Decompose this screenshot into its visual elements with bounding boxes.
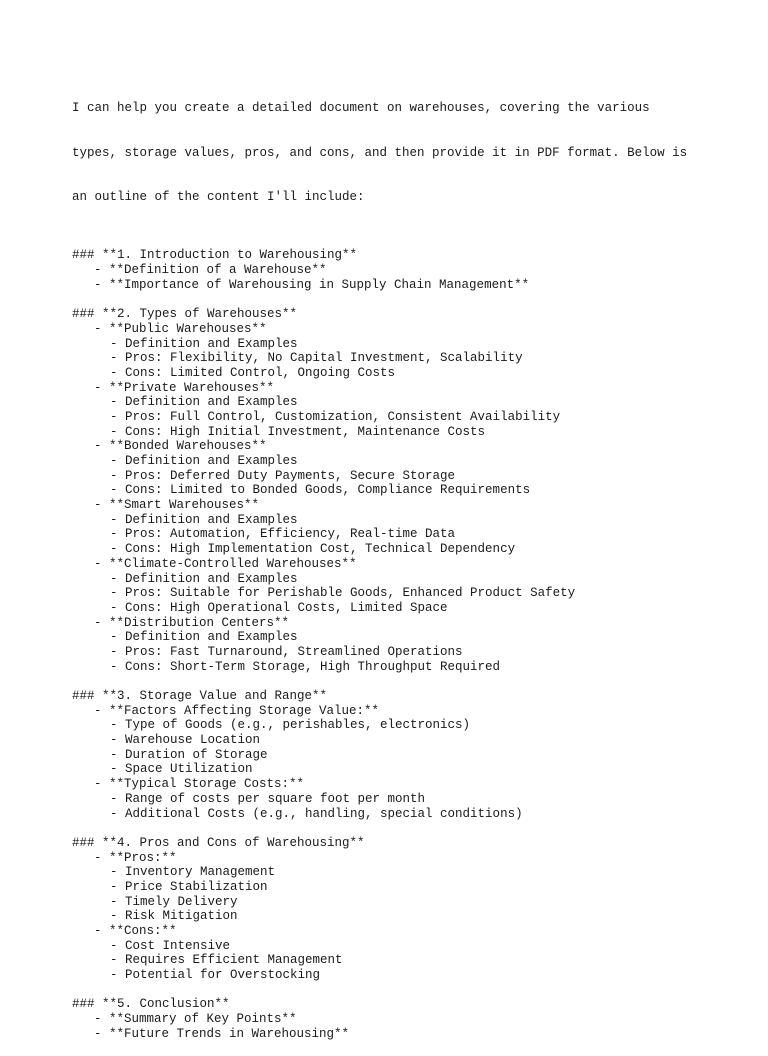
- outline-section: [72, 997, 732, 1041]
- outline-section: [72, 248, 732, 292]
- outline-subitem: - Additional Costs (e.g., handling, special conditions): [110, 806, 523, 821]
- outline-subitem: - Definition and Examples: [110, 454, 298, 468]
- outline-section: [72, 836, 732, 983]
- outline-subitem: - Type of Goods (e.g., perishables, electronics): [110, 718, 471, 733]
- section-heading: ### **5. Conclusion**: [72, 997, 230, 1012]
- outline-item: - **Definition of a Warehouse**: [94, 263, 327, 278]
- outline-subitem: - Pros: Deferred Duty Payments, Secure Storage: [110, 468, 456, 483]
- outline-section: [72, 307, 732, 674]
- outline-subitem: - Pros: Full Control, Customization, Consistent Availability: [110, 409, 561, 424]
- outline-subitem: - Duration of Storage: [110, 747, 268, 762]
- intro-line: I can help you create a detailed document on warehouses, covering the various: [72, 101, 650, 116]
- section-heading: ### **3. Storage Value and Range**: [72, 689, 328, 703]
- intro-line: types, storage values, pros, and cons, and then provide it in PDF format. Below is: [72, 145, 688, 160]
- outline-subitem: - Timely Delivery: [110, 894, 238, 909]
- intro-paragraph: [72, 72, 732, 234]
- outline-subitem: - Space Utilization: [110, 762, 253, 777]
- outline-item: - **Typical Storage Costs:**: [94, 777, 305, 792]
- outline-item: - **Distribution Centers**: [94, 615, 290, 630]
- outline-subitem: - Definition and Examples: [110, 512, 298, 527]
- outline-subitem: - Warehouse Location: [110, 733, 261, 748]
- outline-item: - **Smart Warehouses**: [94, 498, 260, 513]
- outline-subitem: - Pros: Automation, Efficiency, Real-time Data: [110, 527, 456, 542]
- outline-item: - **Climate-Controlled Warehouses**: [94, 556, 357, 571]
- outline-subitem: - Definition and Examples: [110, 630, 298, 645]
- outline-subitem: - Inventory Management: [110, 865, 276, 880]
- outline-subitem: - Cons: Limited Control, Ongoing Costs: [110, 365, 396, 380]
- outline-subitem: - Pros: Suitable for Perishable Goods, Enhanced Product Safety: [110, 586, 576, 601]
- outline-subitem: - Pros: Flexibility, No Capital Investment, Scalability: [110, 351, 523, 366]
- outline-item: - **Public Warehouses**: [94, 321, 267, 336]
- outline-subitem: - Requires Efficient Management: [110, 953, 343, 968]
- outline-subitem: - Cons: High Implementation Cost, Technical Dependency: [110, 542, 516, 557]
- outline-item: - **Summary of Key Points**: [94, 1012, 297, 1027]
- section-heading: ### **2. Types of Warehouses**: [72, 307, 298, 322]
- outline-item: - **Factors Affecting Storage Value:**: [94, 703, 380, 718]
- document-page: [72, 72, 732, 1056]
- outline: [72, 248, 732, 1041]
- outline-subitem: - Potential for Overstocking: [110, 968, 321, 983]
- outline-section: [72, 689, 732, 821]
- outline-subitem: - Cons: High Initial Investment, Maintenance Costs: [110, 424, 486, 439]
- outline-subitem: - Cost Intensive: [110, 938, 231, 953]
- outline-item: - **Pros:**: [94, 850, 177, 865]
- section-heading: ### **1. Introduction to Warehousing**: [72, 248, 358, 263]
- outline-subitem: - Pros: Fast Turnaround, Streamlined Operations: [110, 644, 463, 659]
- outline-subitem: - Definition and Examples: [110, 571, 298, 586]
- outline-subitem: - Cons: Limited to Bonded Goods, Compliance Requirements: [110, 483, 531, 498]
- section-heading: ### **4. Pros and Cons of Warehousing**: [72, 835, 365, 850]
- outline-subitem: - Price Stabilization: [110, 879, 268, 894]
- outline-item: - **Cons:**: [94, 924, 177, 938]
- outline-subitem: - Definition and Examples: [110, 336, 298, 351]
- outline-subitem: - Cons: Short-Term Storage, High Throughput Required: [110, 659, 501, 674]
- outline-subitem: - Range of costs per square foot per month: [110, 791, 426, 806]
- outline-subitem: - Risk Mitigation: [110, 909, 238, 924]
- outline-item: - **Private Warehouses**: [94, 380, 275, 395]
- intro-line: an outline of the content I'll include:: [72, 189, 365, 204]
- outline-item: - **Future Trends in Warehousing**: [94, 1026, 350, 1041]
- outline-subitem: - Cons: High Operational Costs, Limited Space: [110, 600, 448, 615]
- outline-subitem: - Definition and Examples: [110, 395, 298, 410]
- outline-item: - **Importance of Warehousing in Supply Chain Management**: [94, 277, 530, 292]
- outline-item: - **Bonded Warehouses**: [94, 439, 267, 454]
